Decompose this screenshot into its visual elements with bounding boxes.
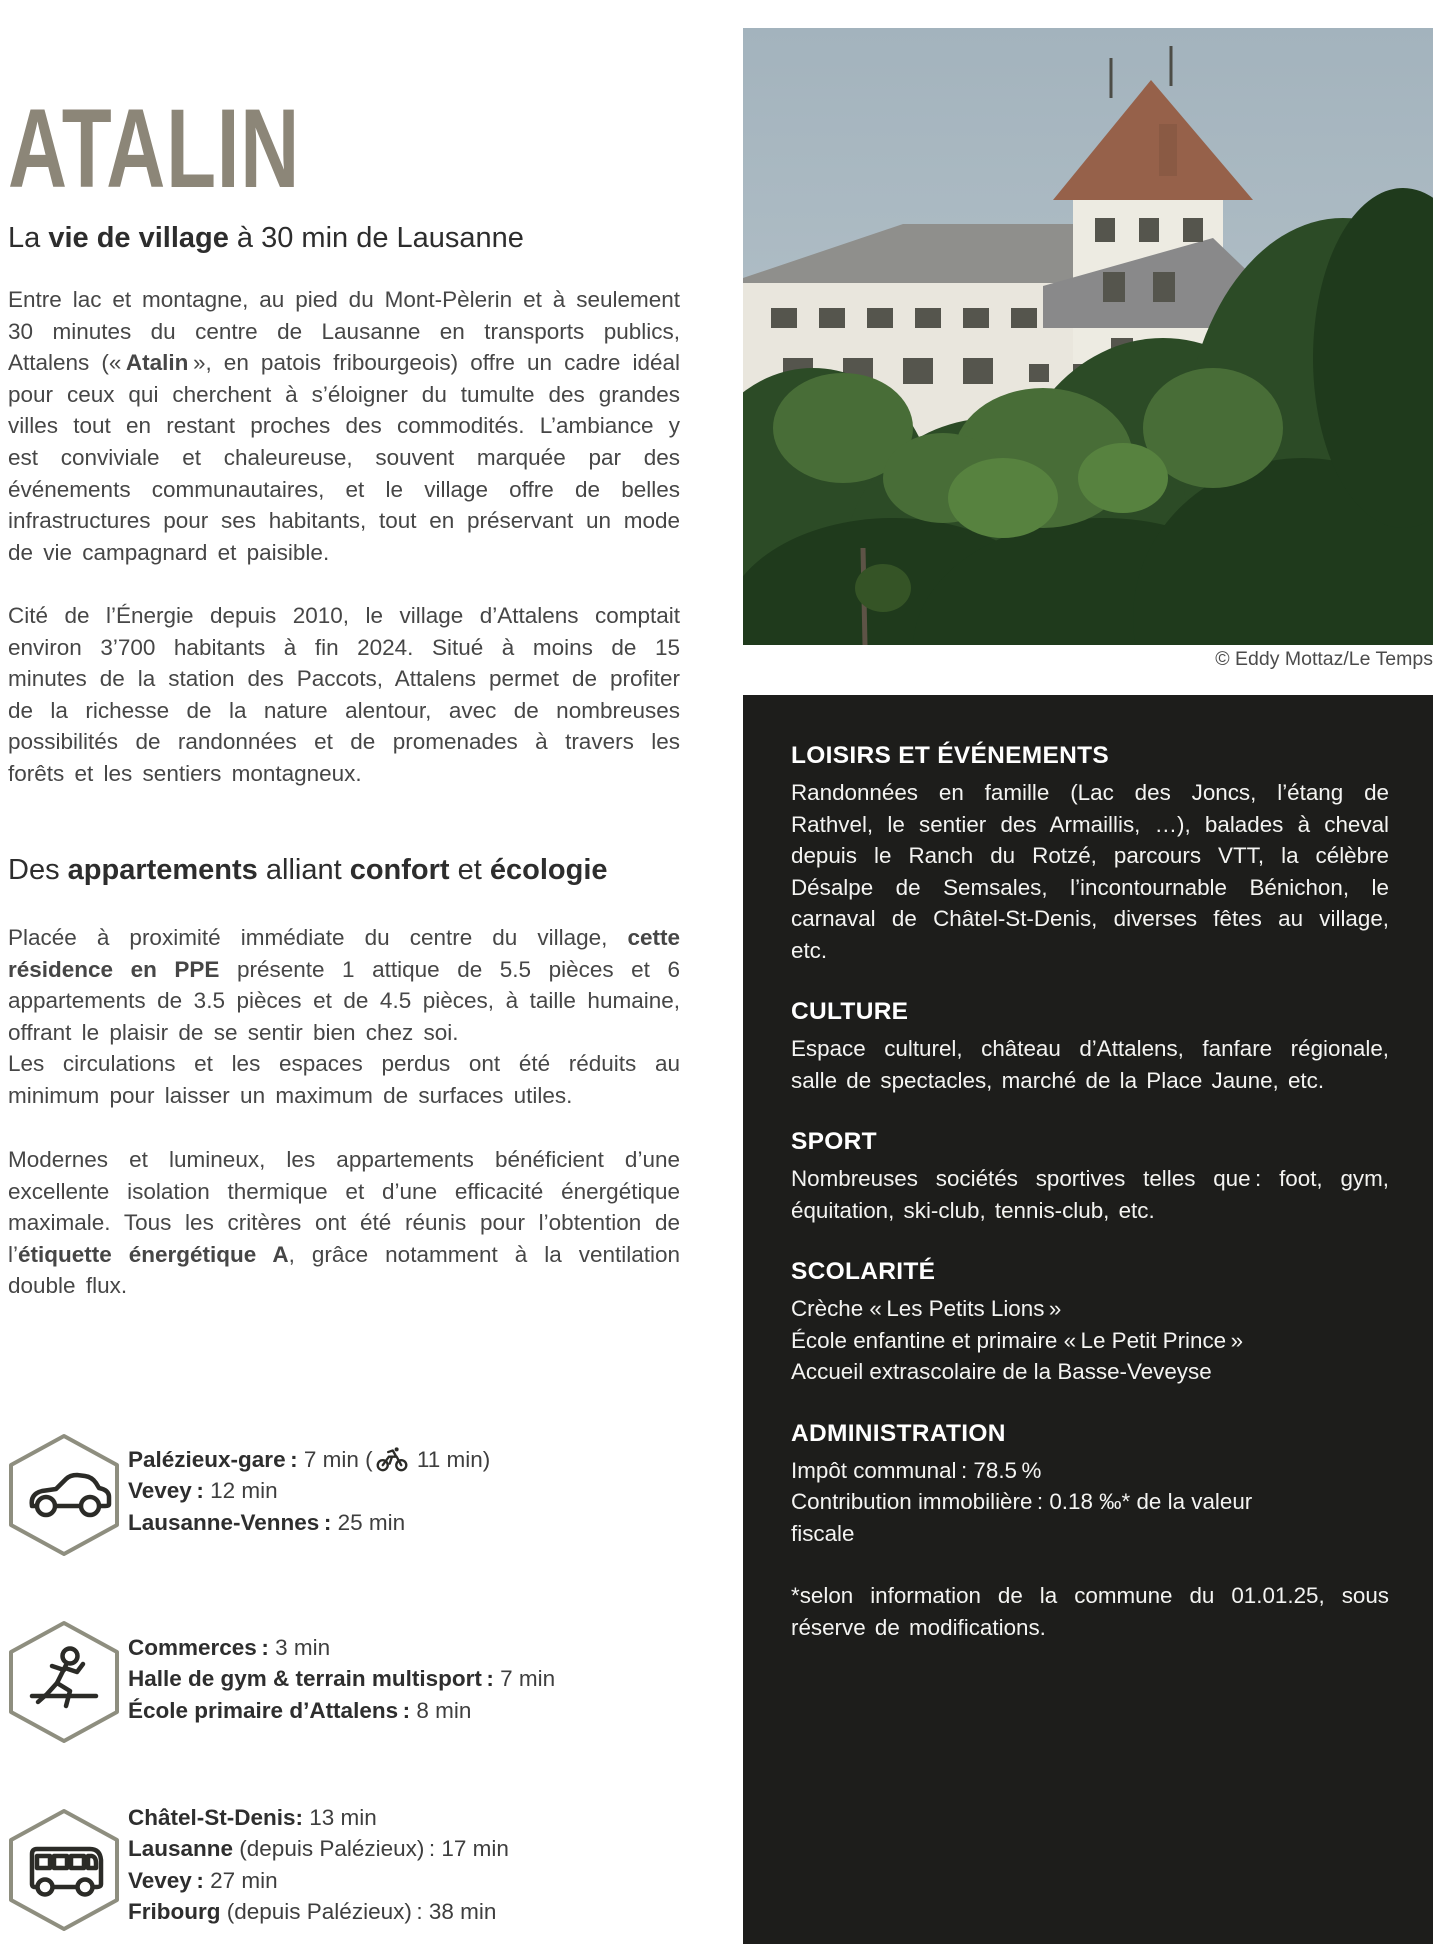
- paragraph-residence: [8, 922, 680, 1112]
- transport-line: [128, 1663, 555, 1694]
- section-heading-apartments: Des appartements alliant confort et écologie: [8, 854, 608, 886]
- administration-line: Contribution immobilière : 0.18 ‰* de la valeur: [791, 1489, 1253, 1514]
- panel-body-sport: Nombreuses sociétés sportives telles que : foot, gym, équitation, ski-club, tennis-club, etc.: [791, 1166, 1389, 1223]
- runner-icon: [8, 1620, 120, 1744]
- cyclist-icon: [375, 1446, 409, 1472]
- transport-value: 11 min): [410, 1447, 491, 1472]
- transport-value: 25 min: [331, 1509, 406, 1535]
- page-title: ATALIN: [8, 86, 300, 212]
- paragraph-intro: Entre lac et montagne, au pied du Mont-Pèlerin et à seulement 30 minutes du centre de Lausanne en transports publics, Attalens (« Atalin », en patois fribourgeois) offre un cadre idéal pour ceux qui cherchent à s’éloigner du tumulte des grandes villes tout en restant proches des commodités. L’ambiance y est conviviale et chaleureuse, souvent marquée par des événements communautaires, et le village offre de belles infrastructures pour ses habitants, tout en préservant un mode de vie campagnard et paisible.: [8, 287, 680, 565]
- transport-label: Halle de gym & terrain multisport :: [128, 1666, 494, 1692]
- administration-note: *selon information de la commune du 01.01.25, sous réserve de modifications.: [791, 1583, 1389, 1640]
- transport-label: Commerces :: [128, 1635, 269, 1660]
- transport-label: Châtel-St-Denis:: [128, 1805, 304, 1830]
- transport-label: Lausanne-Vennes :: [128, 1509, 332, 1535]
- car-icon: [8, 1433, 120, 1557]
- panel-section-loisirs: [791, 741, 1389, 966]
- panel-heading-administration: ADMINISTRATION: [791, 1419, 1006, 1447]
- paragraph-energy: Modernes et lumineux, les appartements bénéficient d’une excellente isolation thermique et d’une efficacité énergétique maximale. Tous les critères ont été réunis pour l’obtention de l’étiquette énergétique A, grâce notamment à la ventilation double flux.: [8, 1147, 681, 1299]
- transport-value: 27 min: [203, 1867, 278, 1893]
- transport-line: [128, 1896, 509, 1927]
- transport-line: [128, 1865, 509, 1896]
- transport-line: [128, 1444, 490, 1475]
- transport-value: 7 min: [493, 1666, 556, 1692]
- panel-section-administration: [791, 1419, 1389, 1644]
- panel-section-sport: [791, 1127, 1389, 1226]
- transport-line: [128, 1802, 509, 1833]
- transport-value: 7 min (: [297, 1447, 373, 1472]
- transport-line: [128, 1695, 555, 1726]
- administration-line: fiscale: [791, 1520, 855, 1546]
- transport-label: Lausanne: [128, 1836, 234, 1862]
- transport-lines-bus: [128, 1802, 509, 1928]
- transport-icon-bus: [8, 1808, 120, 1932]
- transport-icon-car: [8, 1433, 120, 1557]
- panel-body-culture: Espace culturel, château d’Attalens, fanfare régionale, salle de spectacles, marché de la Place Jaune, etc.: [791, 1036, 1389, 1093]
- panel-section-scolarite: [791, 1257, 1389, 1388]
- panel-heading-sport: SPORT: [791, 1128, 877, 1155]
- transport-lines-car: [128, 1444, 490, 1538]
- paragraph-residence-a: Placée à proximité immédiate du centre du village, cette résidence en PPE présente 1 attique de 5.5 pièces et 6 appartements de 3.5 pièces et de 4.5 pièces, à taille humaine, offrant le plaisir de se sentir bien chez soi.: [8, 925, 680, 1045]
- photo-credit: © Eddy Mottaz/Le Temps: [1215, 648, 1433, 670]
- transport-value: 17 min: [435, 1836, 509, 1862]
- panel-body-loisirs: Randonnées en famille (Lac des Joncs, l’étang de Rathvel, le sentier des Armaillis, …), balades à cheval depuis le Ranch du Rotzé, parcours VTT, la célèbre Désalpe de Semsales, l’incontournable Bénichon, le carnaval de Châtel-St-Denis, diverses fêtes au village, etc.: [791, 780, 1389, 963]
- transport-icon-walk: [8, 1620, 120, 1744]
- transport-value: 3 min: [268, 1635, 331, 1660]
- section-heading-village: La vie de village à 30 min de Lausanne: [8, 222, 524, 254]
- transport-value: 13 min: [303, 1805, 377, 1830]
- transport-mid: (depuis Palézieux) :: [220, 1899, 423, 1925]
- panel-heading-culture: CULTURE: [791, 998, 909, 1025]
- transport-line: [128, 1475, 490, 1506]
- transport-label: Vevey :: [128, 1867, 204, 1893]
- chateau-photo-art: [743, 28, 1433, 645]
- transport-mid: (depuis Palézieux) :: [233, 1836, 436, 1862]
- chateau-photo: [743, 28, 1433, 645]
- scolarite-line: École enfantine et primaire « Le Petit Prince »: [791, 1327, 1244, 1353]
- panel-heading-loisirs: LOISIRS ET ÉVÉNEMENTS: [791, 742, 1110, 769]
- transport-value: 8 min: [410, 1697, 472, 1723]
- transport-label: Palézieux-gare :: [128, 1447, 298, 1472]
- transport-label: Vevey :: [128, 1478, 204, 1504]
- panel-section-culture: [791, 997, 1389, 1096]
- paragraph-cite-energie: Cité de l’Énergie depuis 2010, le village d’Attalens comptait environ 3’700 habitants à fin 2024. Situé à moins de 15 minutes de la station des Paccots, Attalens permet de profiter de la richesse de la nature alentour, avec de nombreuses possibilités de randonnées et de promenades à travers les forêts et les sentiers montagneux.: [8, 603, 680, 786]
- info-panel: [743, 695, 1433, 1944]
- bus-icon: [8, 1808, 120, 1932]
- administration-line: Impôt communal : 78.5 %: [791, 1457, 1042, 1483]
- transport-value: 12 min: [203, 1478, 278, 1504]
- transport-line: [128, 1632, 555, 1663]
- scolarite-line: Crèche « Les Petits Lions »: [791, 1296, 1062, 1321]
- transport-label: École primaire d’Attalens :: [128, 1697, 411, 1723]
- transport-label: Fribourg: [128, 1899, 221, 1925]
- scolarite-line: Accueil extrascolaire de la Basse-Veveyse: [791, 1359, 1212, 1384]
- transport-lines-walk: [128, 1632, 555, 1726]
- panel-heading-scolarite: SCOLARITÉ: [791, 1258, 936, 1285]
- paragraph-residence-b: Les circulations et les espaces perdus ont été réduits au minimum pour laisser un maximum de surfaces utiles.: [8, 1051, 680, 1108]
- transport-value: 38 min: [422, 1899, 497, 1925]
- transport-line: [128, 1833, 509, 1864]
- transport-line: [128, 1507, 490, 1538]
